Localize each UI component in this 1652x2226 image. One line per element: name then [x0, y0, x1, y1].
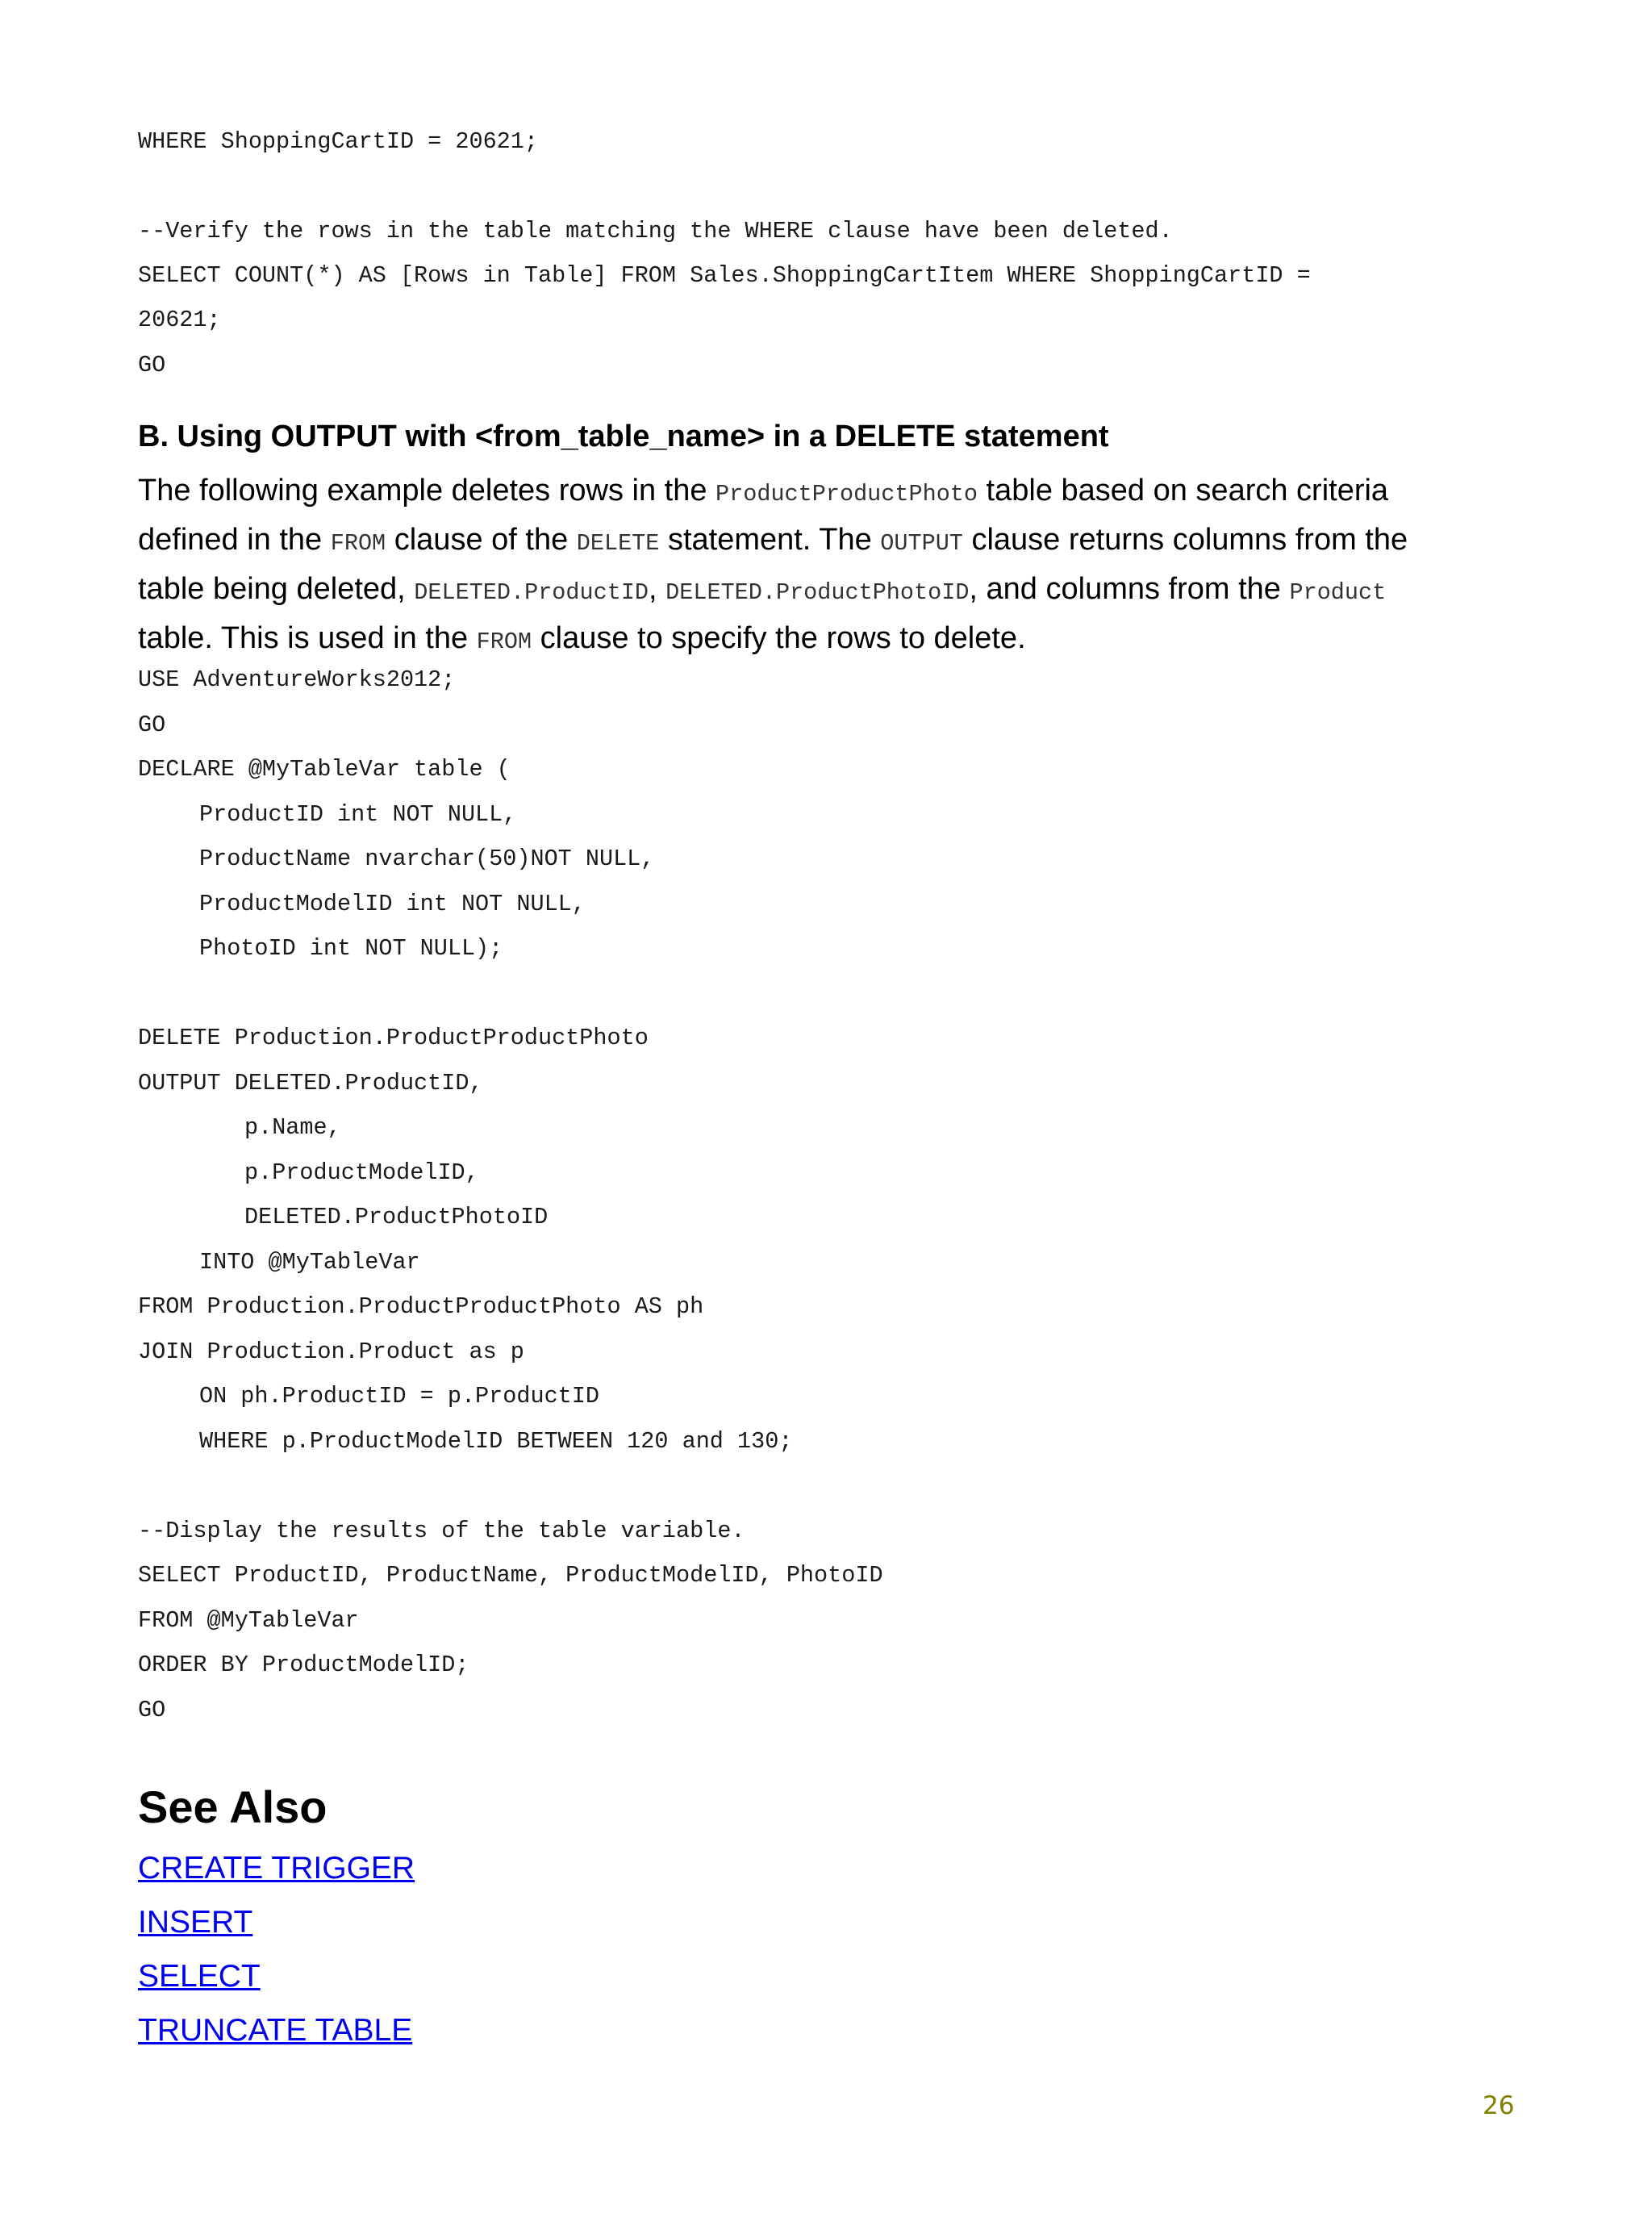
inline-code: DELETED.ProductPhotoID [665, 579, 970, 606]
paragraph-text: The following example deletes rows in the [138, 474, 716, 507]
link-truncate-table[interactable]: TRUNCATE TABLE [138, 2013, 413, 2048]
code-line: ORDER BY ProductModelID; [138, 1652, 469, 1678]
code-line: PhotoID int NOT NULL); [199, 935, 503, 962]
paragraph-text: table being deleted, [138, 572, 415, 606]
code-comment: --Display the results of the table variable. [138, 1518, 745, 1544]
code-line: INTO @MyTableVar [199, 1249, 420, 1276]
inline-code: ProductProductPhoto [715, 481, 978, 507]
code-line: FROM @MyTableVar [138, 1607, 359, 1634]
paragraph-text: , [649, 572, 666, 606]
section-paragraph [138, 468, 1509, 665]
code-line: GO [138, 1697, 166, 1723]
code-line: WHERE ShoppingCartID = 20621; [138, 128, 538, 155]
inline-code: DELETE [576, 530, 660, 557]
code-line: ProductModelID int NOT NULL, [199, 891, 586, 917]
code-line: ON ph.ProductID = p.ProductID [199, 1383, 599, 1410]
link-select[interactable]: SELECT [138, 1959, 261, 1994]
inline-code: Product [1289, 579, 1387, 606]
paragraph-text: table. This is used in the [138, 621, 477, 655]
code-line: DELETED.ProductPhotoID [244, 1204, 549, 1230]
paragraph-text: clause of the [386, 523, 577, 557]
code-line: JOIN Production.Product as p [138, 1339, 524, 1365]
link-insert[interactable]: INSERT [138, 1905, 253, 1940]
see-also-heading: See Also [138, 1781, 327, 1832]
code-line: FROM Production.ProductProductPhoto AS ph [138, 1293, 704, 1320]
paragraph-text: clause to specify the rows to delete. [532, 621, 1026, 655]
code-line: p.ProductModelID, [244, 1159, 479, 1186]
code-line: SELECT COUNT(*) AS [Rows in Table] FROM Sales.ShoppingCartItem WHERE ShoppingCartID = [138, 262, 1311, 289]
inline-code: DELETED.ProductID [414, 579, 649, 606]
paragraph-line [138, 566, 1509, 616]
code-line: SELECT ProductID, ProductName, ProductModelID, PhotoID [138, 1562, 883, 1589]
code-comment: --Verify the rows in the table matching the WHERE clause have been deleted. [138, 218, 1173, 244]
page-number: 26 [1483, 2091, 1515, 2120]
section-heading: B. Using OUTPUT with <from_table_name> in a DELETE statement [138, 420, 1109, 453]
code-line: p.Name, [244, 1114, 341, 1141]
paragraph-line [138, 517, 1509, 566]
code-line: DECLARE @MyTableVar table ( [138, 756, 511, 783]
paragraph-line [138, 468, 1509, 517]
code-line: DELETE Production.ProductProductPhoto [138, 1025, 649, 1051]
code-line: OUTPUT DELETED.ProductID, [138, 1070, 483, 1096]
code-line: 20621; [138, 307, 221, 333]
paragraph-text: defined in the [138, 523, 331, 557]
paragraph-text: clause returns columns from the [962, 523, 1408, 557]
code-line: WHERE p.ProductModelID BETWEEN 120 and 130; [199, 1428, 793, 1455]
paragraph-text: statement. The [659, 523, 881, 557]
code-line: USE AdventureWorks2012; [138, 666, 456, 693]
paragraph-text: , and columns from the [969, 572, 1290, 606]
inline-code: OUTPUT [880, 530, 963, 557]
code-line: GO [138, 352, 166, 378]
code-line: GO [138, 712, 166, 738]
paragraph-text: table based on search criteria [978, 474, 1389, 507]
link-create-trigger[interactable]: CREATE TRIGGER [138, 1851, 415, 1886]
paragraph-line [138, 616, 1509, 665]
code-line: ProductName nvarchar(50)NOT NULL, [199, 846, 655, 872]
inline-code: FROM [476, 629, 532, 655]
code-line: ProductID int NOT NULL, [199, 801, 517, 828]
inline-code: FROM [330, 530, 386, 557]
